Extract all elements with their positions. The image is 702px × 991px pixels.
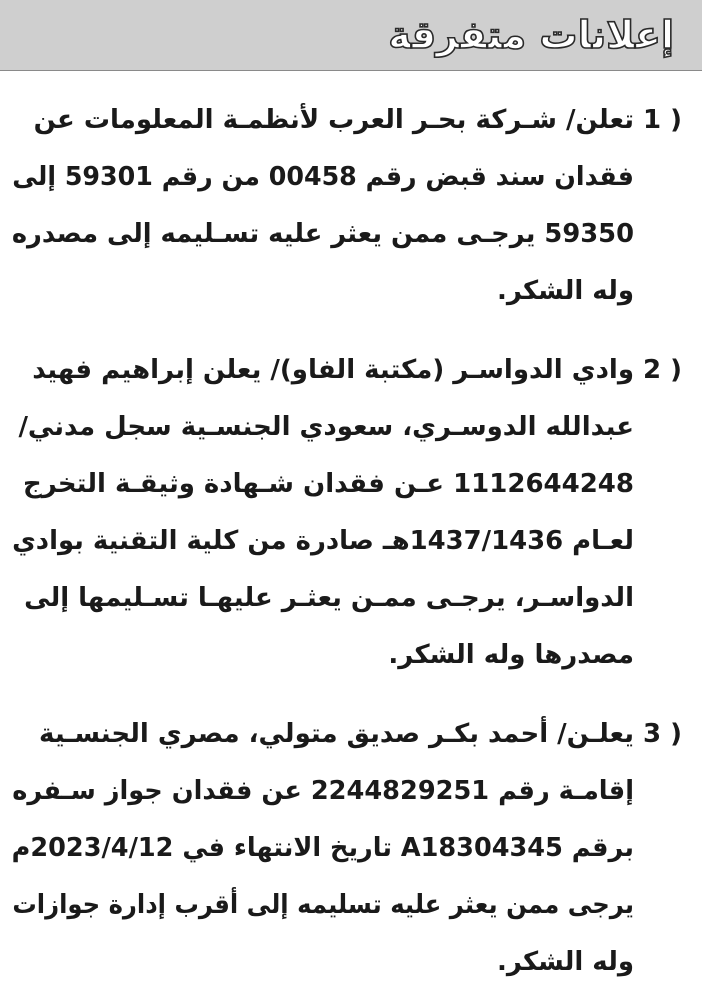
ad-line: الدواسـر، يرجـى ممـن يعثـر عليهـا تسـليمها إلى	[24, 583, 634, 613]
ad-line: برقم A18304345 تاريخ الانتهاء في 2023/4/12م	[11, 833, 634, 863]
ads-list	[12, 92, 682, 991]
ad-line: عبدالله الدوسـري، سعودي الجنسـية سجل مدني/	[18, 412, 634, 442]
ad-line: لعـام 1437/1436هـ صادرة من كلية التقنية بوادي	[12, 526, 634, 556]
ad-number: 2 )	[642, 355, 682, 385]
section-header	[0, 0, 702, 71]
ad-line: 1112644248 عـن فقدان شـهادة وثيقـة التخرج	[22, 469, 634, 499]
ad-number: 1 )	[642, 105, 682, 135]
ad-item	[12, 706, 682, 991]
ad-line: فقدان سند قبض رقم 00458 من رقم 59301 إلى	[12, 162, 634, 192]
ad-line: وله الشكر.	[496, 947, 634, 977]
ad-line: وادي الدواسـر (مكتبة الفاو)/ يعلن إبراهيم فهيد	[32, 355, 634, 385]
ad-number: 3 )	[642, 719, 682, 749]
ad-line: إقامـة رقم 2244829251 عن فقدان جواز سـفره	[12, 776, 634, 806]
ad-item	[12, 92, 682, 320]
ad-item	[12, 342, 682, 684]
ad-line: تعلن/ شـركة بحـر العرب لأنظمـة المعلومات عن	[33, 105, 634, 135]
ad-line: يرجى ممن يعثر عليه تسليمه إلى أقرب إدارة جوازات	[12, 890, 634, 920]
ad-line: يعلـن/ أحمد بكـر صديق متولي، مصري الجنسـية	[39, 719, 634, 749]
ad-line: وله الشكر.	[496, 276, 634, 306]
section-title: إعلانات متفرقة	[388, 13, 674, 57]
ad-line: مصدرها وله الشكر.	[388, 640, 634, 670]
ad-line: 59350 يرجـى ممن يعثر عليه تسـليمه إلى مصدره	[11, 219, 634, 249]
